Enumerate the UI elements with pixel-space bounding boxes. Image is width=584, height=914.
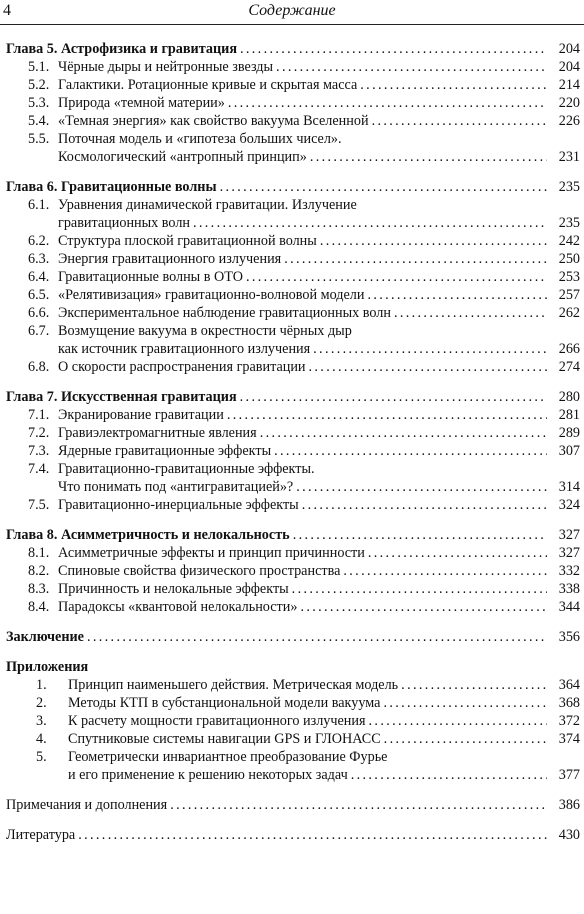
section-entry [0,94,584,112]
entry-number: 5.3. [28,95,50,111]
toc-line [58,304,580,322]
leader-dots [220,178,547,196]
leader-dots [276,58,547,76]
entry-title: Примечания и дополнения [6,796,170,814]
page-ref: 204 [547,40,580,58]
entry-title: Глава 6. Гравитационные волны [6,178,220,196]
entry-title: Глава 5. Астрофизика и гравитация [6,40,240,58]
toc-line [58,58,580,76]
page-ref: 372 [547,712,580,730]
entry-title: «Темная энергия» как свойство вакуума Вселенной [58,112,372,130]
entry-number: 6.7. [28,323,50,339]
entry-title: Геометрически инвариантное преобразование Фурье [68,749,388,765]
entry-title: «Релятивизация» гравитационно-волновой модели [58,286,367,304]
appendix-entry [0,766,584,784]
spacer [0,616,584,628]
section-entry [0,214,584,232]
entry-number: 8.3. [28,581,50,597]
section-entry [0,76,584,94]
entry-title: Спиновые свойства физического пространства [58,562,343,580]
toc-line [6,628,580,646]
section-entry [0,130,584,148]
entry-title: Уравнения динамической гравитации. Излучение [58,197,357,213]
leader-dots [302,496,547,514]
section-entry [0,304,584,322]
toc-line [68,694,580,712]
entry-title: Экспериментальное наблюдение гравитационных волн [58,304,394,322]
leader-dots [170,796,547,814]
entry-number: 1. [36,677,47,693]
entry-title: гравитационных волн [58,214,193,232]
running-title: Содержание [248,2,336,19]
entry-title: и его применение к решению некоторых задач [68,766,351,784]
leader-dots [228,94,547,112]
leader-dots [369,712,547,730]
entry-title: Структура плоской гравитационной волны [58,232,320,250]
entry-number: 3. [36,713,47,729]
page-ref: 377 [547,766,580,784]
table-of-contents [0,40,584,844]
entry-title: Космологический «антропный принцип» [58,148,310,166]
section-entry [0,58,584,76]
page-ref: 257 [547,286,580,304]
section-entry [0,232,584,250]
page-ref: 364 [547,676,580,694]
entry-title: Гравитационные волны в ОТО [58,268,246,286]
appendix-entry [0,748,584,766]
toc-line [58,94,580,112]
section-entry [0,358,584,376]
entry-title: Галактики. Ротационные кривые и скрытая масса [58,76,360,94]
section-entry [0,544,584,562]
entry-title: Методы КТП в субстанциональной модели вакуума [68,694,383,712]
leader-dots [193,214,547,232]
toc-line [68,766,580,784]
page-ref: 266 [547,340,580,358]
entry-number: 5.4. [28,113,50,129]
entry-title: Ядерные гравитационные эффекты [58,442,274,460]
entry-title: Глава 7. Искусственная гравитация [6,388,240,406]
entry-title: Приложения [6,659,89,675]
entry-title: Гравиэлектромагнитные явления [58,424,260,442]
section-entry [0,478,584,496]
page-ref: 235 [547,214,580,232]
page-ref: 289 [547,424,580,442]
appendix-entry [0,694,584,712]
leader-dots [313,340,547,358]
entry-number: 8.4. [28,599,50,615]
section-entry [0,562,584,580]
appendix-entry [0,730,584,748]
chapter-heading [0,178,584,196]
leader-dots [300,598,547,616]
page-ref: 327 [547,544,580,562]
entry-number: 6.5. [28,287,50,303]
leader-dots [394,304,547,322]
page-ref: 281 [547,406,580,424]
page-ref: 204 [547,58,580,76]
entry-title: О скорости распространения гравитации [58,358,309,376]
section-entry [0,340,584,358]
entry-title: Причинность и нелокальные эффекты [58,580,292,598]
toc-line [58,214,580,232]
section-entry [0,148,584,166]
page-ref: 250 [547,250,580,268]
leader-dots [367,286,547,304]
appendices-heading [0,658,584,676]
entry-title: Энергия гравитационного излучения [58,250,284,268]
entry-number: 6.1. [28,197,50,213]
page-ref: 386 [547,796,580,814]
spacer [0,514,584,526]
appendix-entry [0,676,584,694]
section-entry [0,250,584,268]
entry-number: 5.1. [28,59,50,75]
entry-title: Природа «темной материи» [58,94,228,112]
toc-line [58,148,580,166]
entry-number: 8.1. [28,545,50,561]
leader-dots [240,388,547,406]
entry-title: Гравитационно-гравитационные эффекты. [58,461,315,477]
toc-line [58,406,580,424]
toc-line [58,442,580,460]
toc-line [58,424,580,442]
section-entry [0,196,584,214]
entry-title: Принцип наименьшего действия. Метрическая модель [68,676,401,694]
page-ref: 314 [547,478,580,496]
entry-number: 5.5. [28,131,50,147]
leader-dots [383,694,547,712]
page-ref: 274 [547,358,580,376]
entry-number: 4. [36,731,47,747]
toc-line [6,796,580,814]
toc-line [68,730,580,748]
toc-line [58,250,580,268]
toc-line [58,580,580,598]
entry-title: Спутниковые системы навигации GPS и ГЛОНАСС [68,730,384,748]
page-ref: 220 [547,94,580,112]
toc-line [58,232,580,250]
section-entry [0,406,584,424]
toc-line [58,340,580,358]
entry-number: 7.1. [28,407,50,423]
leader-dots [274,442,547,460]
leader-dots [360,76,547,94]
entry-title: Гравитационно-инерциальные эффекты [58,496,302,514]
page-ref: 226 [547,112,580,130]
toc-line [58,112,580,130]
toc-line [58,268,580,286]
page-ref: 332 [547,562,580,580]
toc-line [58,358,580,376]
page-number: 4 [3,2,11,19]
toc-line [6,40,580,58]
section-entry [0,286,584,304]
spacer [0,376,584,388]
leader-dots [384,730,547,748]
entry-number: 5.2. [28,77,50,93]
section-entry [0,496,584,514]
toc-line [6,826,580,844]
page-ref: 262 [547,304,580,322]
page-ref: 430 [547,826,580,844]
entry-number: 8.2. [28,563,50,579]
appendix-entry [0,712,584,730]
leader-dots [293,526,547,544]
toc-line [6,388,580,406]
leader-dots [309,358,547,376]
page-ref: 374 [547,730,580,748]
section-entry [0,424,584,442]
page-ref: 214 [547,76,580,94]
page-ref: 356 [547,628,580,646]
toc-line [58,286,580,304]
entry-title: Асимметричные эффекты и принцип причинности [58,544,368,562]
toc-line [6,178,580,196]
entry-title: Экранирование гравитации [58,406,227,424]
page-ref: 368 [547,694,580,712]
spacer [0,814,584,826]
chapter-heading [0,388,584,406]
leader-dots [284,250,547,268]
leader-dots [296,478,547,496]
toc-line [68,712,580,730]
entry-number: 5. [36,749,47,765]
section-entry [0,268,584,286]
leader-dots [401,676,547,694]
page-ref: 324 [547,496,580,514]
page-ref: 242 [547,232,580,250]
section-entry [0,580,584,598]
toc-line [58,496,580,514]
page-ref: 344 [547,598,580,616]
section-entry [0,112,584,130]
leader-dots [246,268,547,286]
entry-title: Глава 8. Асимметричность и нелокальность [6,526,293,544]
entry-number: 7.4. [28,461,50,477]
toc-line [58,598,580,616]
toc-line [68,676,580,694]
page-ref: 253 [547,268,580,286]
toc-line [58,478,580,496]
entry-number: 6.6. [28,305,50,321]
spacer [0,646,584,658]
entry-number: 7.3. [28,443,50,459]
entry-number: 6.4. [28,269,50,285]
conclusion-entry [0,628,584,646]
entry-number: 7.2. [28,425,50,441]
page-ref: 231 [547,148,580,166]
entry-number: 2. [36,695,47,711]
entry-number: 6.8. [28,359,50,375]
leader-dots [240,40,547,58]
leader-dots [351,766,547,784]
leader-dots [310,148,547,166]
page-ref: 327 [547,526,580,544]
entry-number: 7.5. [28,497,50,513]
chapter-heading [0,526,584,544]
page-ref: 307 [547,442,580,460]
spacer [0,784,584,796]
leader-dots [78,826,547,844]
literature-entry [0,826,584,844]
entry-title: Заключение [6,628,87,646]
entry-number: 6.2. [28,233,50,249]
section-entry [0,442,584,460]
leader-dots [292,580,547,598]
leader-dots [227,406,547,424]
leader-dots [343,562,547,580]
spacer [0,166,584,178]
entry-title: Поточная модель и «гипотеза больших чисел». [58,131,342,147]
entry-title: Что понимать под «антигравитацией»? [58,478,296,496]
entry-title: Возмущение вакуума в окрестности чёрных дыр [58,323,352,339]
entry-title: Литература [6,826,78,844]
section-entry [0,598,584,616]
toc-line [58,562,580,580]
page-ref: 280 [547,388,580,406]
toc-line [58,76,580,94]
section-entry [0,322,584,340]
leader-dots [320,232,547,250]
entry-title: Чёрные дыры и нейтронные звезды [58,58,276,76]
entry-title: К расчету мощности гравитационного излучения [68,712,369,730]
leader-dots [260,424,547,442]
entry-title: Парадоксы «квантовой нелокальности» [58,598,300,616]
chapter-heading [0,40,584,58]
toc-line [6,526,580,544]
leader-dots [87,628,547,646]
section-entry [0,460,584,478]
toc-line [58,544,580,562]
entry-number: 6.3. [28,251,50,267]
notes-entry [0,796,584,814]
page-ref: 338 [547,580,580,598]
page-ref: 235 [547,178,580,196]
entry-title: как источник гравитационного излучения [58,340,313,358]
leader-dots [368,544,547,562]
page-header [0,0,584,25]
leader-dots [372,112,547,130]
